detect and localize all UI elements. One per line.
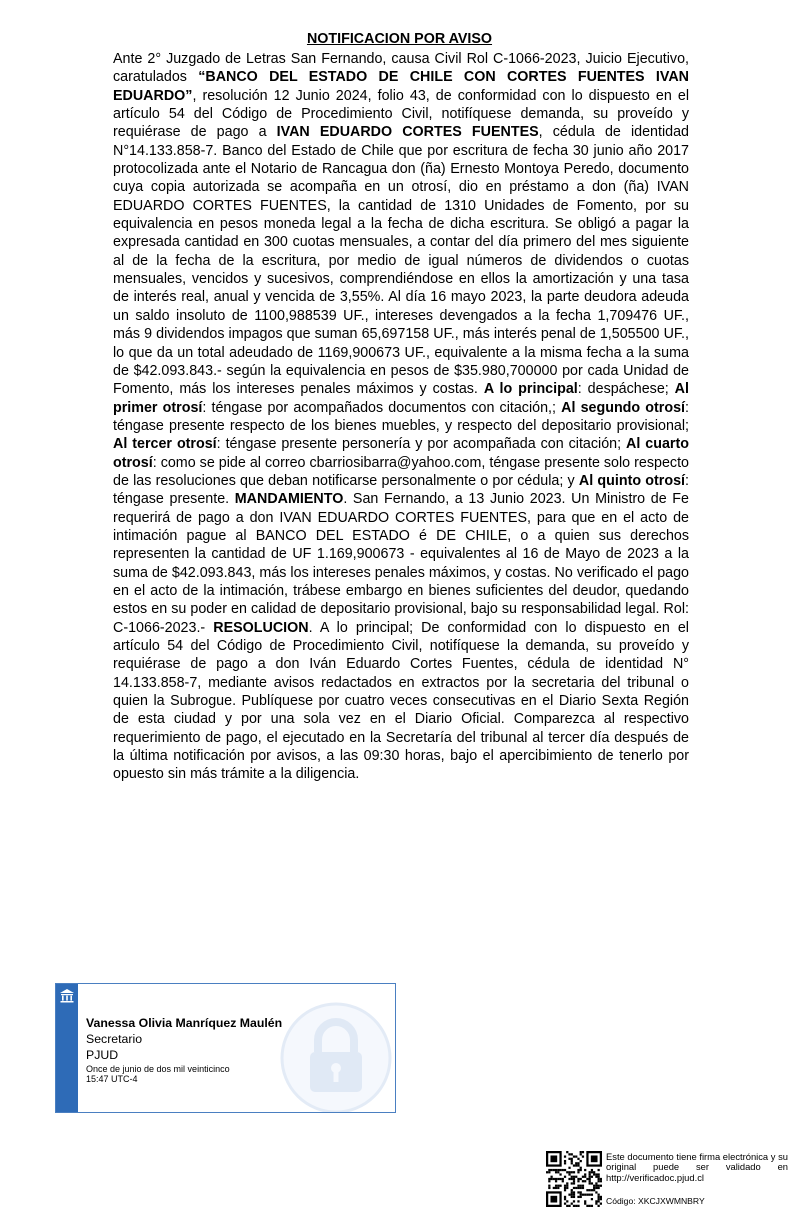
- text-run: , cédula de identidad N°14.133.858-7. Banco del Estado de Chile que por escritura de fecha 30 junio año 2017 protocolizada ante el Notario de Rancagua don (ña) Ernesto Montoya Peredo, documento cuya copia autorizada se acompaña en un otrosí, dio en préstamo a don (ña) IVAN EDUARDO CORTES FUENTES, la cantidad de 1310 Unidades de Fomento, por su equivalencia en pesos moneda legal a la fecha de dicha escritura. Se obligó a pagar la expresada cantidad en 300 cuotas mensuales, a contar del día primero del mes siguiente al de la fecha de la escritura, por medio de igual números de dividendos o cuotas mensuales, vencidos y sucesivos, comprendiéndose en ellos la amortización y una tasa de interés real, anual y vencida de 3,55%. Al día 16 mayo 2023, la parte deudora adeuda un saldo insoluto de 1100,988539 UF., intereses devengados a la fecha 1,709476 UF., más 9 dividendos impagos que suman 65,697158 UF., más interés penal de 1,505500 UF., lo que da un total adeudado de 1169,900673 UF., equivalente a la misma fecha a la suma de $42.093.843.- según la equivalencia en pesos de $35.980,700000 por cada Unidad de Fomento, más los intereses penales máximos y costas.: [113, 124, 689, 398]
- bold-text-run: Al segundo otrosí: [561, 399, 686, 416]
- signer-name: Vanessa Olivia Manríquez Maulén: [86, 1016, 283, 1030]
- bold-text-run: A lo principal: [483, 381, 578, 398]
- text-run: : como se pide al correo cbarriosibarra@yahoo.com, téngase presente solo respecto de las resoluciones que deban notificarse personalmente o por cédula; y: [113, 454, 689, 489]
- text-run: . San Fernando, a 13 Junio 2023. Un Ministro de Fe requerirá de pago a don IVAN EDUARDO CORTES FUENTES, para que en el acto de intimación pague al BANCO DEL ESTADO é DE CHILE, o a quien sus derechos representen la cantidad de UF 1.169,900673 - equivalentes al 16 de Mayo de 2023 a la suma de $42.093.843, más los intereses penales máximos, y costas. No verificado el pago en el acto de la intimación, trábese embargo en bienes suficientes del deudor, quedando estos en su poder en calidad de depositario provisional, bajo su responsabilidad legal. Rol: C-1066-2023.-: [113, 491, 689, 636]
- bold-text-run: MANDAMIENTO: [234, 491, 344, 508]
- signature-accent-strip: [56, 984, 78, 1112]
- bold-text-run: RESOLUCION: [213, 619, 309, 636]
- signature-date: Once de junio de dos mil veinticinco: [86, 1064, 230, 1074]
- signature-timestamp: [86, 1065, 230, 1084]
- text-run: : téngase presente personería y por acompañada con citación;: [216, 436, 627, 453]
- bold-text-run: “BANCO DEL ESTADO DE CHILE CON CORTES FUENTES IVAN EDUARDO”: [113, 69, 689, 104]
- text-run: Ante 2° Juzgado de Letras San Fernando, causa Civil Rol C-1066-2023, Juicio Ejecutivo, caratulados: [113, 51, 689, 86]
- text-run: : despáchese;: [577, 381, 675, 398]
- lock-icon: [280, 1002, 392, 1113]
- text-run: . A lo principal; De conformidad con lo dispuesto en el artículo 54 del Código de Procedimiento Civil, notifíquese la demanda, su proveído y requiérase de pago a don Iván Eduardo Cortes Fuentes, cédula de identidad N° 14.133.858-7, mediante avisos redactados en extractos por la secretaria del tribunal o quien la Subrogue. Publíquese por cuatro veces consecutivas en el Diario Sexta Región de esta ciudad y por una sola vez en el Diario Oficial. Comparezca al respectivo requerimiento de pago, el ejecutado en la Secretaría del tribunal al tercer día después de la última notificación por avisos, a las 09:30 horas, bajo el apercibimiento de tenerlo por opuesto sin más trámite a la diligencia.: [113, 619, 689, 783]
- signature-time: 15:47 UTC-4: [86, 1073, 138, 1084]
- qr-code-icon: [546, 1151, 602, 1207]
- text-run: : téngase presente respecto de los bienes muebles, y respecto del depositario provisional;: [113, 399, 689, 434]
- signer-organization: PJUD: [86, 1048, 119, 1062]
- text-run: : téngase presente.: [113, 472, 689, 508]
- document-title: NOTIFICACION POR AVISO: [306, 31, 493, 47]
- verification-code: Código: XKCJXWMNBRY: [606, 1196, 705, 1206]
- text-run: : téngase por acompañados documentos con citación,;: [202, 399, 562, 416]
- electronic-signature-box: [55, 983, 396, 1113]
- bold-text-run: Al quinto otrosí: [578, 472, 686, 489]
- text-run: , resolución 12 Junio 2024, folio 43, de conformidad con lo dispuesto en el artículo 54 del Código de Procedimiento Civil, notifíquese demanda, su proveído y requiérase de pago a: [113, 87, 689, 141]
- signer-role: Secretario: [86, 1032, 143, 1046]
- document-body: [113, 50, 689, 784]
- bold-text-run: Al tercer otrosí: [113, 436, 217, 453]
- bank-icon: [59, 988, 75, 1004]
- verification-notice: Este documento tiene firma electrónica y su original puede ser validado en http://verificadoc.pjud.cl: [606, 1151, 788, 1183]
- bold-text-run: IVAN EDUARDO CORTES FUENTES: [276, 124, 539, 141]
- bold-text-run: Al cuarto otrosí: [113, 436, 689, 471]
- bold-text-run: Al primer otrosí: [113, 381, 689, 416]
